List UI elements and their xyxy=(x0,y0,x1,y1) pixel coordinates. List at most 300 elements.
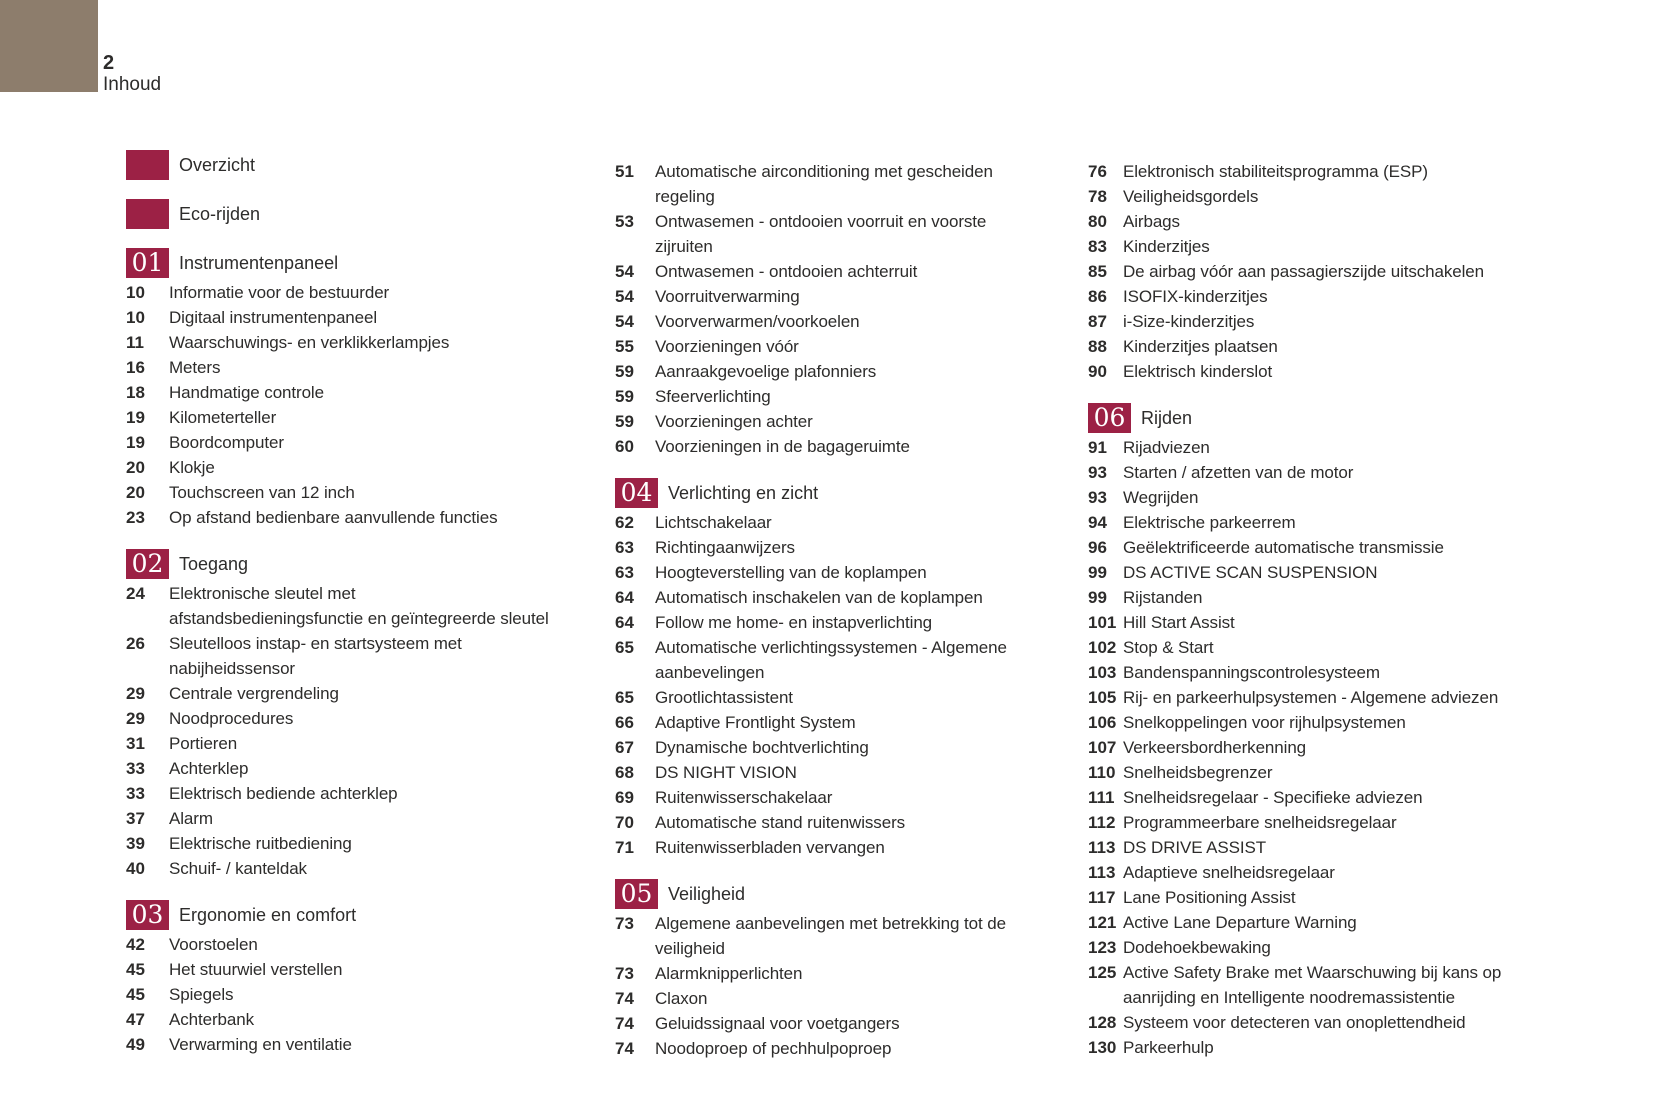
toc-entry-line: Schuif- / kanteldak xyxy=(169,859,307,878)
toc-entry-page-number: 51 xyxy=(615,162,634,181)
toc-entry[interactable] xyxy=(615,334,1075,359)
toc-entry-page-number: 106 xyxy=(1088,713,1117,732)
toc-entry-page-number: 88 xyxy=(1088,337,1107,356)
toc-entry-title xyxy=(655,785,1075,810)
toc-entry[interactable] xyxy=(615,585,1075,610)
toc-entry-title xyxy=(1123,685,1648,710)
toc-entry-line: Alarmknipperlichten xyxy=(655,964,803,983)
toc-entry-line: Meters xyxy=(169,358,221,377)
toc-entry-page-number: 86 xyxy=(1088,287,1107,306)
toc-entry-title xyxy=(1123,935,1648,960)
toc-entry-page-number: 74 xyxy=(615,1039,634,1058)
toc-entry-line: De airbag vóór aan passagierszijde uitschakelen xyxy=(1123,262,1485,281)
toc-entry[interactable] xyxy=(615,1036,1075,1061)
toc-entry-line: Snelheidsregelaar - Specifieke adviezen xyxy=(1123,788,1423,807)
toc-entry[interactable] xyxy=(615,635,1075,685)
toc-entry-page-number: 70 xyxy=(615,813,634,832)
toc-entry[interactable] xyxy=(126,631,600,681)
toc-entry[interactable] xyxy=(1088,284,1648,309)
toc-entry-page-number: 96 xyxy=(1088,538,1107,557)
toc-entry-title xyxy=(655,911,1075,961)
toc-entry-line: Klokje xyxy=(169,458,215,477)
toc-entry-page-number: 87 xyxy=(1088,312,1107,331)
toc-entry-title xyxy=(1123,860,1648,885)
toc-entry-title xyxy=(1123,284,1648,309)
toc-entry-page-number: 91 xyxy=(1088,438,1107,457)
toc-entry-page-number: 59 xyxy=(615,362,634,381)
toc-entry-title xyxy=(169,806,600,831)
toc-entry-title xyxy=(169,280,600,305)
toc-entry-title xyxy=(655,560,1075,585)
toc-entry[interactable] xyxy=(1088,960,1648,1010)
toc-entry[interactable] xyxy=(1088,435,1648,460)
toc-entry-title xyxy=(169,681,600,706)
toc-entry-line: Richtingaanwijzers xyxy=(655,538,795,557)
toc-entry-line: veiligheid xyxy=(655,939,725,958)
toc-entry[interactable] xyxy=(126,1007,600,1032)
toc-entry-line: Ruitenwisserbladen vervangen xyxy=(655,838,885,857)
toc-entry[interactable] xyxy=(1088,735,1648,760)
toc-entry-line: Follow me home- en instapverlichting xyxy=(655,613,933,632)
toc-entry[interactable] xyxy=(126,480,600,505)
toc-entry[interactable] xyxy=(1088,585,1648,610)
toc-entry-line: Lane Positioning Assist xyxy=(1123,888,1296,907)
toc-entry-line: zijruiten xyxy=(655,237,713,256)
toc-entry-line: nabijheidssensor xyxy=(169,659,295,678)
toc-section-row[interactable] xyxy=(126,248,600,278)
toc-entry-title xyxy=(1123,234,1648,259)
toc-entry-page-number: 54 xyxy=(615,262,634,281)
toc-entry-line: afstandsbedieningsfunctie en geïntegreerde sleutel xyxy=(169,609,549,628)
toc-entry-line: Het stuurwiel verstellen xyxy=(169,960,343,979)
toc-entry[interactable] xyxy=(1088,159,1648,184)
toc-entry[interactable] xyxy=(1088,935,1648,960)
toc-section-row[interactable] xyxy=(615,478,1075,508)
toc-entry-page-number: 54 xyxy=(615,287,634,306)
toc-entry-page-number: 10 xyxy=(126,283,145,302)
toc-entry-page-number: 80 xyxy=(1088,212,1107,231)
toc-entry-line: Verwarming en ventilatie xyxy=(169,1035,352,1054)
toc-entry[interactable] xyxy=(615,259,1075,284)
toc-entry-title xyxy=(1123,560,1648,585)
toc-entry-line: ISOFIX-kinderzitjes xyxy=(1123,287,1268,306)
toc-entry[interactable] xyxy=(1088,234,1648,259)
toc-entry-page-number: 63 xyxy=(615,538,634,557)
toc-entry[interactable] xyxy=(615,535,1075,560)
toc-entry-page-number: 103 xyxy=(1088,663,1117,682)
toc-entry[interactable] xyxy=(126,831,600,856)
toc-entry-page-number: 76 xyxy=(1088,162,1107,181)
toc-entry-title xyxy=(655,735,1075,760)
toc-entry-page-number: 93 xyxy=(1088,488,1107,507)
toc-entry-page-number: 68 xyxy=(615,763,634,782)
toc-entry-title xyxy=(655,610,1075,635)
toc-entry-line: Veiligheidsgordels xyxy=(1123,187,1259,206)
section-number-badge: 05 xyxy=(615,879,658,909)
page-corner-decoration xyxy=(0,0,98,92)
toc-entry[interactable] xyxy=(126,581,600,631)
toc-entry-page-number: 65 xyxy=(615,688,634,707)
toc-entry-page-number: 29 xyxy=(126,709,145,728)
toc-entry-title xyxy=(169,831,600,856)
toc-entry-title xyxy=(169,706,600,731)
toc-entry[interactable] xyxy=(126,330,600,355)
toc-entry[interactable] xyxy=(126,430,600,455)
toc-entry-page-number: 69 xyxy=(615,788,634,807)
toc-entry-page-number: 99 xyxy=(1088,563,1107,582)
toc-entry[interactable] xyxy=(1088,785,1648,810)
toc-entry-line: Informatie voor de bestuurder xyxy=(169,283,390,302)
toc-entry-page-number: 23 xyxy=(126,508,145,527)
toc-entry-title xyxy=(169,1007,600,1032)
toc-entry[interactable] xyxy=(615,384,1075,409)
toc-entry[interactable] xyxy=(126,806,600,831)
toc-entry-line: Automatische airconditioning met gescheiden xyxy=(655,162,993,181)
toc-entry-title xyxy=(655,209,1075,259)
toc-entry-line: Claxon xyxy=(655,989,708,1008)
toc-entry[interactable] xyxy=(1088,485,1648,510)
toc-entry[interactable] xyxy=(615,835,1075,860)
toc-entry[interactable] xyxy=(126,305,600,330)
toc-entry[interactable] xyxy=(1088,835,1648,860)
toc-entry-line: Bandenspanningscontrolesysteem xyxy=(1123,663,1380,682)
toc-entry-title xyxy=(655,835,1075,860)
toc-entry-page-number: 102 xyxy=(1088,638,1117,657)
toc-entry-title xyxy=(1123,785,1648,810)
section-title: Ergonomie en comfort xyxy=(179,904,357,925)
toc-entry[interactable] xyxy=(1088,760,1648,785)
toc-entry-title xyxy=(1123,359,1648,384)
toc-entry-page-number: 93 xyxy=(1088,463,1107,482)
toc-entry-page-number: 111 xyxy=(1088,788,1115,807)
toc-entry[interactable] xyxy=(615,961,1075,986)
toc-column-3 xyxy=(1088,150,1648,1060)
toc-entry-line: Digitaal instrumentenpaneel xyxy=(169,308,378,327)
toc-entry-title xyxy=(655,986,1075,1011)
toc-entry-page-number: 26 xyxy=(126,634,145,653)
toc-entry-title xyxy=(1123,309,1648,334)
toc-entry[interactable] xyxy=(126,957,600,982)
toc-entry-title xyxy=(169,430,600,455)
toc-entry[interactable] xyxy=(615,1011,1075,1036)
section-title: Overzicht xyxy=(179,154,256,175)
page-number: 2 xyxy=(103,52,115,74)
toc-entry[interactable] xyxy=(615,284,1075,309)
toc-entry-title xyxy=(169,380,600,405)
toc-entry-page-number: 24 xyxy=(126,584,145,603)
toc-entry-page-number: 64 xyxy=(615,588,634,607)
toc-entry-title xyxy=(1123,435,1648,460)
toc-entry-line: Touchscreen van 12 inch xyxy=(169,483,355,502)
section-number-badge: 06 xyxy=(1088,403,1131,433)
toc-entry-page-number: 45 xyxy=(126,960,145,979)
toc-entry-page-number: 42 xyxy=(126,935,145,954)
toc-entry-line: Rij- en parkeerhulpsystemen - Algemene adviezen xyxy=(1123,688,1499,707)
toc-entry-page-number: 94 xyxy=(1088,513,1107,532)
toc-entry-line: Kilometerteller xyxy=(169,408,277,427)
toc-column-2 xyxy=(615,150,1075,1061)
toc-entry[interactable] xyxy=(126,982,600,1007)
toc-entry[interactable] xyxy=(615,685,1075,710)
toc-entry-page-number: 63 xyxy=(615,563,634,582)
section-number-badge: 02 xyxy=(126,549,169,579)
toc-entry-title xyxy=(169,455,600,480)
toc-entry-line: Active Lane Departure Warning xyxy=(1123,913,1357,932)
toc-entry-page-number: 105 xyxy=(1088,688,1117,707)
toc-entry-page-number: 64 xyxy=(615,613,634,632)
toc-entry[interactable] xyxy=(1088,860,1648,885)
toc-entry-line: Spiegels xyxy=(169,985,234,1004)
toc-entry[interactable] xyxy=(126,455,600,480)
toc-entry[interactable] xyxy=(615,610,1075,635)
toc-entry[interactable] xyxy=(1088,635,1648,660)
section-number-badge: 04 xyxy=(615,478,658,508)
toc-entry-title xyxy=(169,932,600,957)
toc-entry[interactable] xyxy=(615,209,1075,259)
toc-entry-page-number: 113 xyxy=(1088,863,1116,882)
toc-entry-line: Centrale vergrendeling xyxy=(169,684,339,703)
page-title: Inhoud xyxy=(103,74,162,95)
toc-entry-line: Hoogteverstelling van de koplampen xyxy=(655,563,927,582)
toc-entry-title xyxy=(169,982,600,1007)
toc-entry[interactable] xyxy=(615,309,1075,334)
toc-entry-line: Automatisch inschakelen van de koplampen xyxy=(655,588,983,607)
toc-entry-title xyxy=(169,756,600,781)
toc-entry-page-number: 10 xyxy=(126,308,145,327)
toc-entry-page-number: 20 xyxy=(126,483,145,502)
section-title: Rijden xyxy=(1141,407,1193,428)
toc-entry-page-number: 59 xyxy=(615,387,634,406)
toc-entry-title xyxy=(1123,760,1648,785)
toc-section-row[interactable] xyxy=(1088,403,1648,433)
toc-entry-line: Voorstoelen xyxy=(169,935,258,954)
toc-entry-line: Kinderzitjes xyxy=(1123,237,1210,256)
toc-entry-title xyxy=(655,309,1075,334)
toc-entry-title xyxy=(1123,885,1648,910)
toc-entry-title xyxy=(1123,960,1648,1010)
toc-entry-line: Lichtschakelaar xyxy=(655,513,772,532)
toc-entry-line: Rijstanden xyxy=(1123,588,1203,607)
toc-entry-title xyxy=(1123,535,1648,560)
toc-entry[interactable] xyxy=(126,405,600,430)
toc-entry[interactable] xyxy=(1088,334,1648,359)
toc-entry-title xyxy=(655,1011,1075,1036)
toc-section-row[interactable] xyxy=(126,199,600,229)
toc-entry-line: Elektronisch stabiliteitsprogramma (ESP) xyxy=(1123,162,1428,181)
toc-entry-line: Automatische verlichtingssystemen - Algemene xyxy=(655,638,1007,657)
toc-entry-line: Aanraakgevoelige plafonniers xyxy=(655,362,877,381)
toc-entry-title xyxy=(655,159,1075,209)
toc-entry-page-number: 19 xyxy=(126,408,145,427)
toc-section-row[interactable] xyxy=(126,549,600,579)
section-color-badge xyxy=(126,150,169,180)
toc-entry[interactable] xyxy=(1088,1010,1648,1035)
toc-entry-line: DS DRIVE ASSIST xyxy=(1123,838,1267,857)
toc-entry-page-number: 78 xyxy=(1088,187,1107,206)
toc-entry-line: aanrijding en Intelligente noodremassistentie xyxy=(1123,988,1455,1007)
toc-entry-page-number: 113 xyxy=(1088,838,1116,857)
toc-entry-line: Stop & Start xyxy=(1123,638,1214,657)
toc-entry-title xyxy=(169,581,600,631)
toc-entry-line: Elektrisch kinderslot xyxy=(1123,362,1273,381)
toc-entry[interactable] xyxy=(126,756,600,781)
toc-entry-page-number: 117 xyxy=(1088,888,1116,907)
toc-entry[interactable] xyxy=(615,710,1075,735)
toc-entry-title xyxy=(169,856,600,881)
toc-entry[interactable] xyxy=(126,505,600,530)
toc-entry-line: Op afstand bedienbare aanvullende functies xyxy=(169,508,498,527)
toc-entry[interactable] xyxy=(1088,535,1648,560)
toc-entry-title xyxy=(1123,660,1648,685)
toc-entry[interactable] xyxy=(1088,910,1648,935)
toc-entry[interactable] xyxy=(126,856,600,881)
toc-entry[interactable] xyxy=(1088,685,1648,710)
toc-entry-title xyxy=(655,1036,1075,1061)
toc-entry-page-number: 90 xyxy=(1088,362,1107,381)
toc-entry-title xyxy=(1123,209,1648,234)
toc-entry-title xyxy=(1123,259,1648,284)
toc-entry-line: Ontwasemen - ontdooien achterruit xyxy=(655,262,918,281)
toc-entry[interactable] xyxy=(1088,460,1648,485)
toc-entry-page-number: 83 xyxy=(1088,237,1107,256)
toc-entry-title xyxy=(655,635,1075,685)
toc-entry-page-number: 123 xyxy=(1088,938,1117,957)
toc-entry-line: Boordcomputer xyxy=(169,433,284,452)
toc-entry[interactable] xyxy=(1088,1035,1648,1060)
toc-entry-line: Rijadviezen xyxy=(1123,438,1210,457)
toc-entry[interactable] xyxy=(1088,510,1648,535)
toc-entry-line: Achterklep xyxy=(169,759,249,778)
toc-entry-line: Noodoproep of pechhulpoproep xyxy=(655,1039,892,1058)
toc-entry-page-number: 66 xyxy=(615,713,634,732)
toc-entry-line: Waarschuwings- en verklikkerlampjes xyxy=(169,333,450,352)
toc-entry[interactable] xyxy=(615,911,1075,961)
toc-entry[interactable] xyxy=(1088,359,1648,384)
toc-entry-title xyxy=(1123,635,1648,660)
toc-entry-page-number: 62 xyxy=(615,513,634,532)
toc-section-row[interactable] xyxy=(126,150,600,180)
toc-entry[interactable] xyxy=(615,510,1075,535)
toc-entry[interactable] xyxy=(126,280,600,305)
toc-entry[interactable] xyxy=(126,1032,600,1057)
toc-entry-line: Airbags xyxy=(1123,212,1180,231)
toc-entry-line: DS NIGHT VISION xyxy=(655,763,797,782)
toc-entry-page-number: 112 xyxy=(1088,813,1116,832)
toc-entry[interactable] xyxy=(615,986,1075,1011)
toc-entry-page-number: 33 xyxy=(126,759,145,778)
toc-entry-page-number: 37 xyxy=(126,809,145,828)
toc-entry[interactable] xyxy=(126,355,600,380)
toc-entry[interactable] xyxy=(615,159,1075,209)
toc-entry-line: Elektronische sleutel met xyxy=(169,584,356,603)
toc-entry-title xyxy=(655,710,1075,735)
toc-entry[interactable] xyxy=(126,932,600,957)
toc-entry[interactable] xyxy=(126,731,600,756)
toc-section-row[interactable] xyxy=(615,879,1075,909)
toc-entry[interactable] xyxy=(615,760,1075,785)
toc-entry-line: Hill Start Assist xyxy=(1123,613,1235,632)
section-number-badge: 03 xyxy=(126,900,169,930)
toc-entry-line: regeling xyxy=(655,187,715,206)
toc-entry-title xyxy=(1123,610,1648,635)
toc-entry[interactable] xyxy=(615,735,1075,760)
toc-entry-title xyxy=(169,631,600,681)
section-title: Toegang xyxy=(179,553,249,574)
toc-entry-line: Elektrische parkeerrem xyxy=(1123,513,1296,532)
toc-entry-line: Portieren xyxy=(169,734,238,753)
toc-entry[interactable] xyxy=(1088,560,1648,585)
toc-entry[interactable] xyxy=(126,380,600,405)
toc-entry-page-number: 99 xyxy=(1088,588,1107,607)
toc-entry-title xyxy=(655,585,1075,610)
toc-entry[interactable] xyxy=(1088,710,1648,735)
toc-entry[interactable] xyxy=(1088,259,1648,284)
toc-entry-line: Voorruitverwarming xyxy=(655,287,800,306)
toc-entry-page-number: 33 xyxy=(126,784,145,803)
toc-entry[interactable] xyxy=(1088,660,1648,685)
toc-entry-title xyxy=(1123,735,1648,760)
toc-entry[interactable] xyxy=(615,560,1075,585)
toc-entry-page-number: 20 xyxy=(126,458,145,477)
toc-entry[interactable] xyxy=(126,706,600,731)
toc-entry-title xyxy=(169,355,600,380)
toc-entry-page-number: 18 xyxy=(126,383,145,402)
toc-entry-line: Snelkoppelingen voor rijhulpsystemen xyxy=(1123,713,1406,732)
toc-entry-line: Snelheidsbegrenzer xyxy=(1123,763,1273,782)
toc-entry[interactable] xyxy=(1088,209,1648,234)
toc-entry[interactable] xyxy=(615,359,1075,384)
section-title: Veiligheid xyxy=(668,883,746,904)
toc-entry-line: Dodehoekbewaking xyxy=(1123,938,1271,957)
section-color-badge xyxy=(126,199,169,229)
toc-entry-line: Programmeerbare snelheidsregelaar xyxy=(1123,813,1397,832)
toc-entry-title xyxy=(169,1032,600,1057)
toc-entry[interactable] xyxy=(1088,184,1648,209)
toc-entry-page-number: 74 xyxy=(615,1014,634,1033)
toc-entry-page-number: 128 xyxy=(1088,1013,1117,1032)
toc-entry[interactable] xyxy=(615,785,1075,810)
toc-entry-line: Verkeersbordherkenning xyxy=(1123,738,1307,757)
toc-entry[interactable] xyxy=(1088,810,1648,835)
toc-entry-title xyxy=(655,284,1075,309)
toc-entry-line: i-Size-kinderzitjes xyxy=(1123,312,1255,331)
toc-entry-line: Elektrisch bediende achterklep xyxy=(169,784,398,803)
toc-entry-page-number: 47 xyxy=(126,1010,145,1029)
toc-entry-title xyxy=(1123,710,1648,735)
toc-entry-line: Voorzieningen in de bagageruimte xyxy=(655,437,910,456)
toc-entry-page-number: 107 xyxy=(1088,738,1117,757)
toc-entry[interactable] xyxy=(615,810,1075,835)
toc-entry-line: Geëlektrificeerde automatische transmissie xyxy=(1123,538,1444,557)
toc-entry-title xyxy=(655,434,1075,459)
toc-entry-page-number: 67 xyxy=(615,738,634,757)
toc-entry[interactable] xyxy=(1088,885,1648,910)
toc-entry-page-number: 121 xyxy=(1088,913,1117,932)
toc-entry-line: Wegrijden xyxy=(1123,488,1199,507)
toc-entry-title xyxy=(655,359,1075,384)
toc-entry[interactable] xyxy=(615,409,1075,434)
toc-entry[interactable] xyxy=(126,781,600,806)
toc-entry[interactable] xyxy=(1088,309,1648,334)
toc-entry[interactable] xyxy=(126,681,600,706)
toc-entry-line: Adaptieve snelheidsregelaar xyxy=(1123,863,1335,882)
toc-section-row[interactable] xyxy=(126,900,600,930)
toc-entry-line: Voorzieningen achter xyxy=(655,412,813,431)
toc-entry[interactable] xyxy=(615,434,1075,459)
toc-entry-page-number: 16 xyxy=(126,358,145,377)
toc-entry-title xyxy=(169,305,600,330)
toc-entry[interactable] xyxy=(1088,610,1648,635)
